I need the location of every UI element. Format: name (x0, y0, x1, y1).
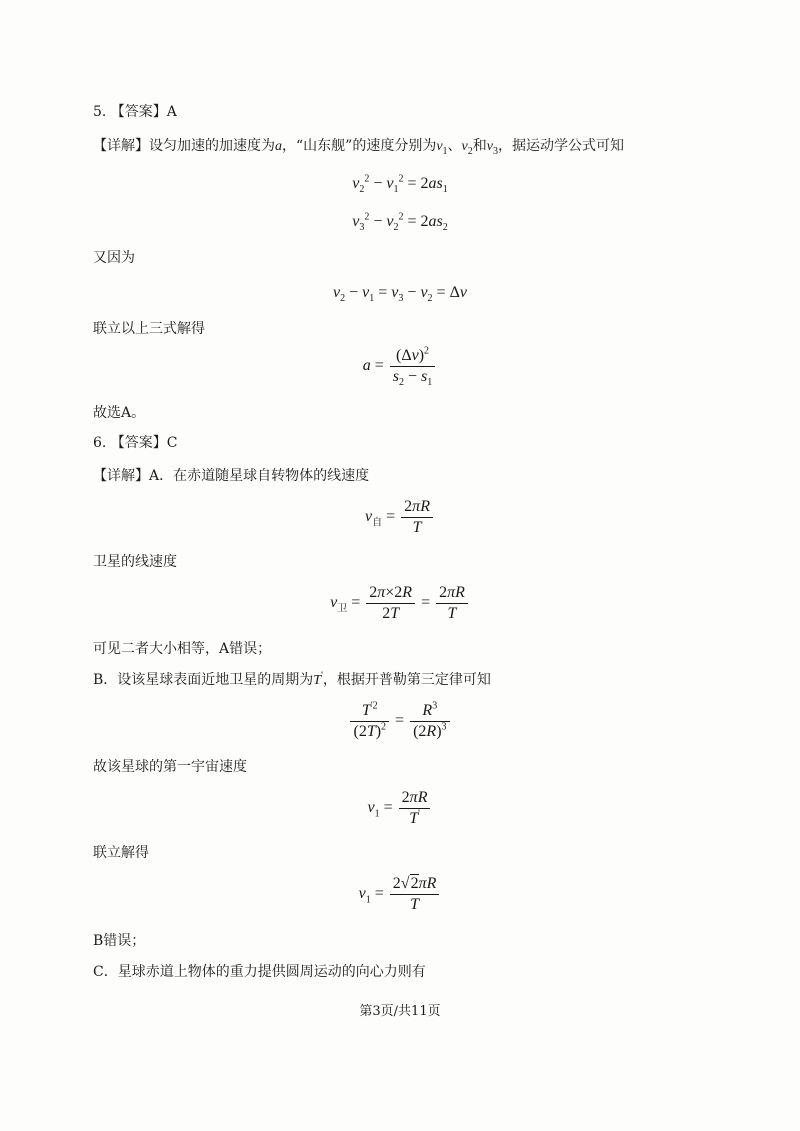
q6-conclusion-a: 可见二者大小相等，A错误； (93, 641, 272, 657)
var-v3: $v_3$ (486, 139, 498, 157)
equation-7: $\frac{T^{'2}}{(2T)^2}$ = $\frac{R^3}{(2R)^3}$ (0, 701, 800, 742)
subscript-self: 自 (372, 517, 383, 529)
q6-answer-header: 6. 【答案】C (93, 435, 178, 451)
q6-b-wrong: B错误； (93, 933, 146, 949)
equation-3: $v_2 - v_1 = v_3 - v_2 = \Delta v$ (333, 284, 467, 305)
q5-answer-header: 5. 【答案】A (93, 104, 177, 120)
q5-and: 和 (472, 138, 487, 154)
var-v2: $v_2$ (461, 139, 473, 157)
q6-c-text: C．星球赤道上物体的重力提供圆周运动的向心力则有 (93, 964, 426, 980)
q5-detail-line: 【详解】设匀加速的加速度为a，“山东舰”的速度分别为$v_1$、$v_2$和$v_3$，据运动学公式可知 (93, 138, 624, 157)
var-v1: $v_1$ (436, 139, 448, 157)
q6-b-prefix: B．设该星球表面近地卫星的周期为 (93, 672, 314, 688)
var-t-prime: T' (313, 670, 323, 688)
q5-because: 又因为 (93, 250, 135, 266)
q6-first-cosmic: 故该星球的第一宇宙速度 (93, 759, 247, 775)
page-footer: 第3页/共11页 (359, 1004, 441, 1019)
equation-8: $v_1$ = $\frac{2\pi R}{T'}$ (0, 788, 800, 829)
equation-9: $v_1$ = $\frac{2√2\pi R}{T}$ (0, 874, 800, 915)
q6-b-suffix: ，根据开普勒第三定律可知 (322, 672, 491, 688)
q6-detail-a: 【详解】A．在赤道随星球自转物体的线速度 (93, 468, 370, 484)
q6-solve: 联立解得 (93, 845, 149, 861)
subscript-sat: 卫 (337, 603, 348, 615)
q5-detail-mid: ，“山东舰”的速度分别为 (282, 138, 437, 154)
equation-2: $v_3^2 - v_2^2 = 2as_2$ (352, 211, 448, 234)
q6-b-line (93, 671, 491, 690)
equation-4: a = $\frac{(\Delta v)^2}{s_2 - s_1}$ (0, 346, 800, 387)
equation-6: $v_卫$ = $\frac{2\pi\times 2R}{2T}$ = $\frac{2\pi R}{T}$ (0, 583, 800, 624)
equation-1: $v_2^2 - v_1^2 = 2as_1$ (352, 173, 448, 196)
q6-sat-speed: 卫星的线速度 (93, 554, 177, 570)
equation-5: $v_自$ = $\frac{2\pi R}{T}$ (0, 497, 800, 538)
q5-combine: 联立以上三式解得 (93, 321, 205, 337)
q5-detail-prefix: 【详解】设匀加速的加速度为 (93, 138, 275, 154)
var-a: a (275, 139, 282, 154)
q5-choose: 故选A。 (93, 405, 146, 421)
q5-detail-suffix: ，据运动学公式可知 (497, 138, 624, 154)
